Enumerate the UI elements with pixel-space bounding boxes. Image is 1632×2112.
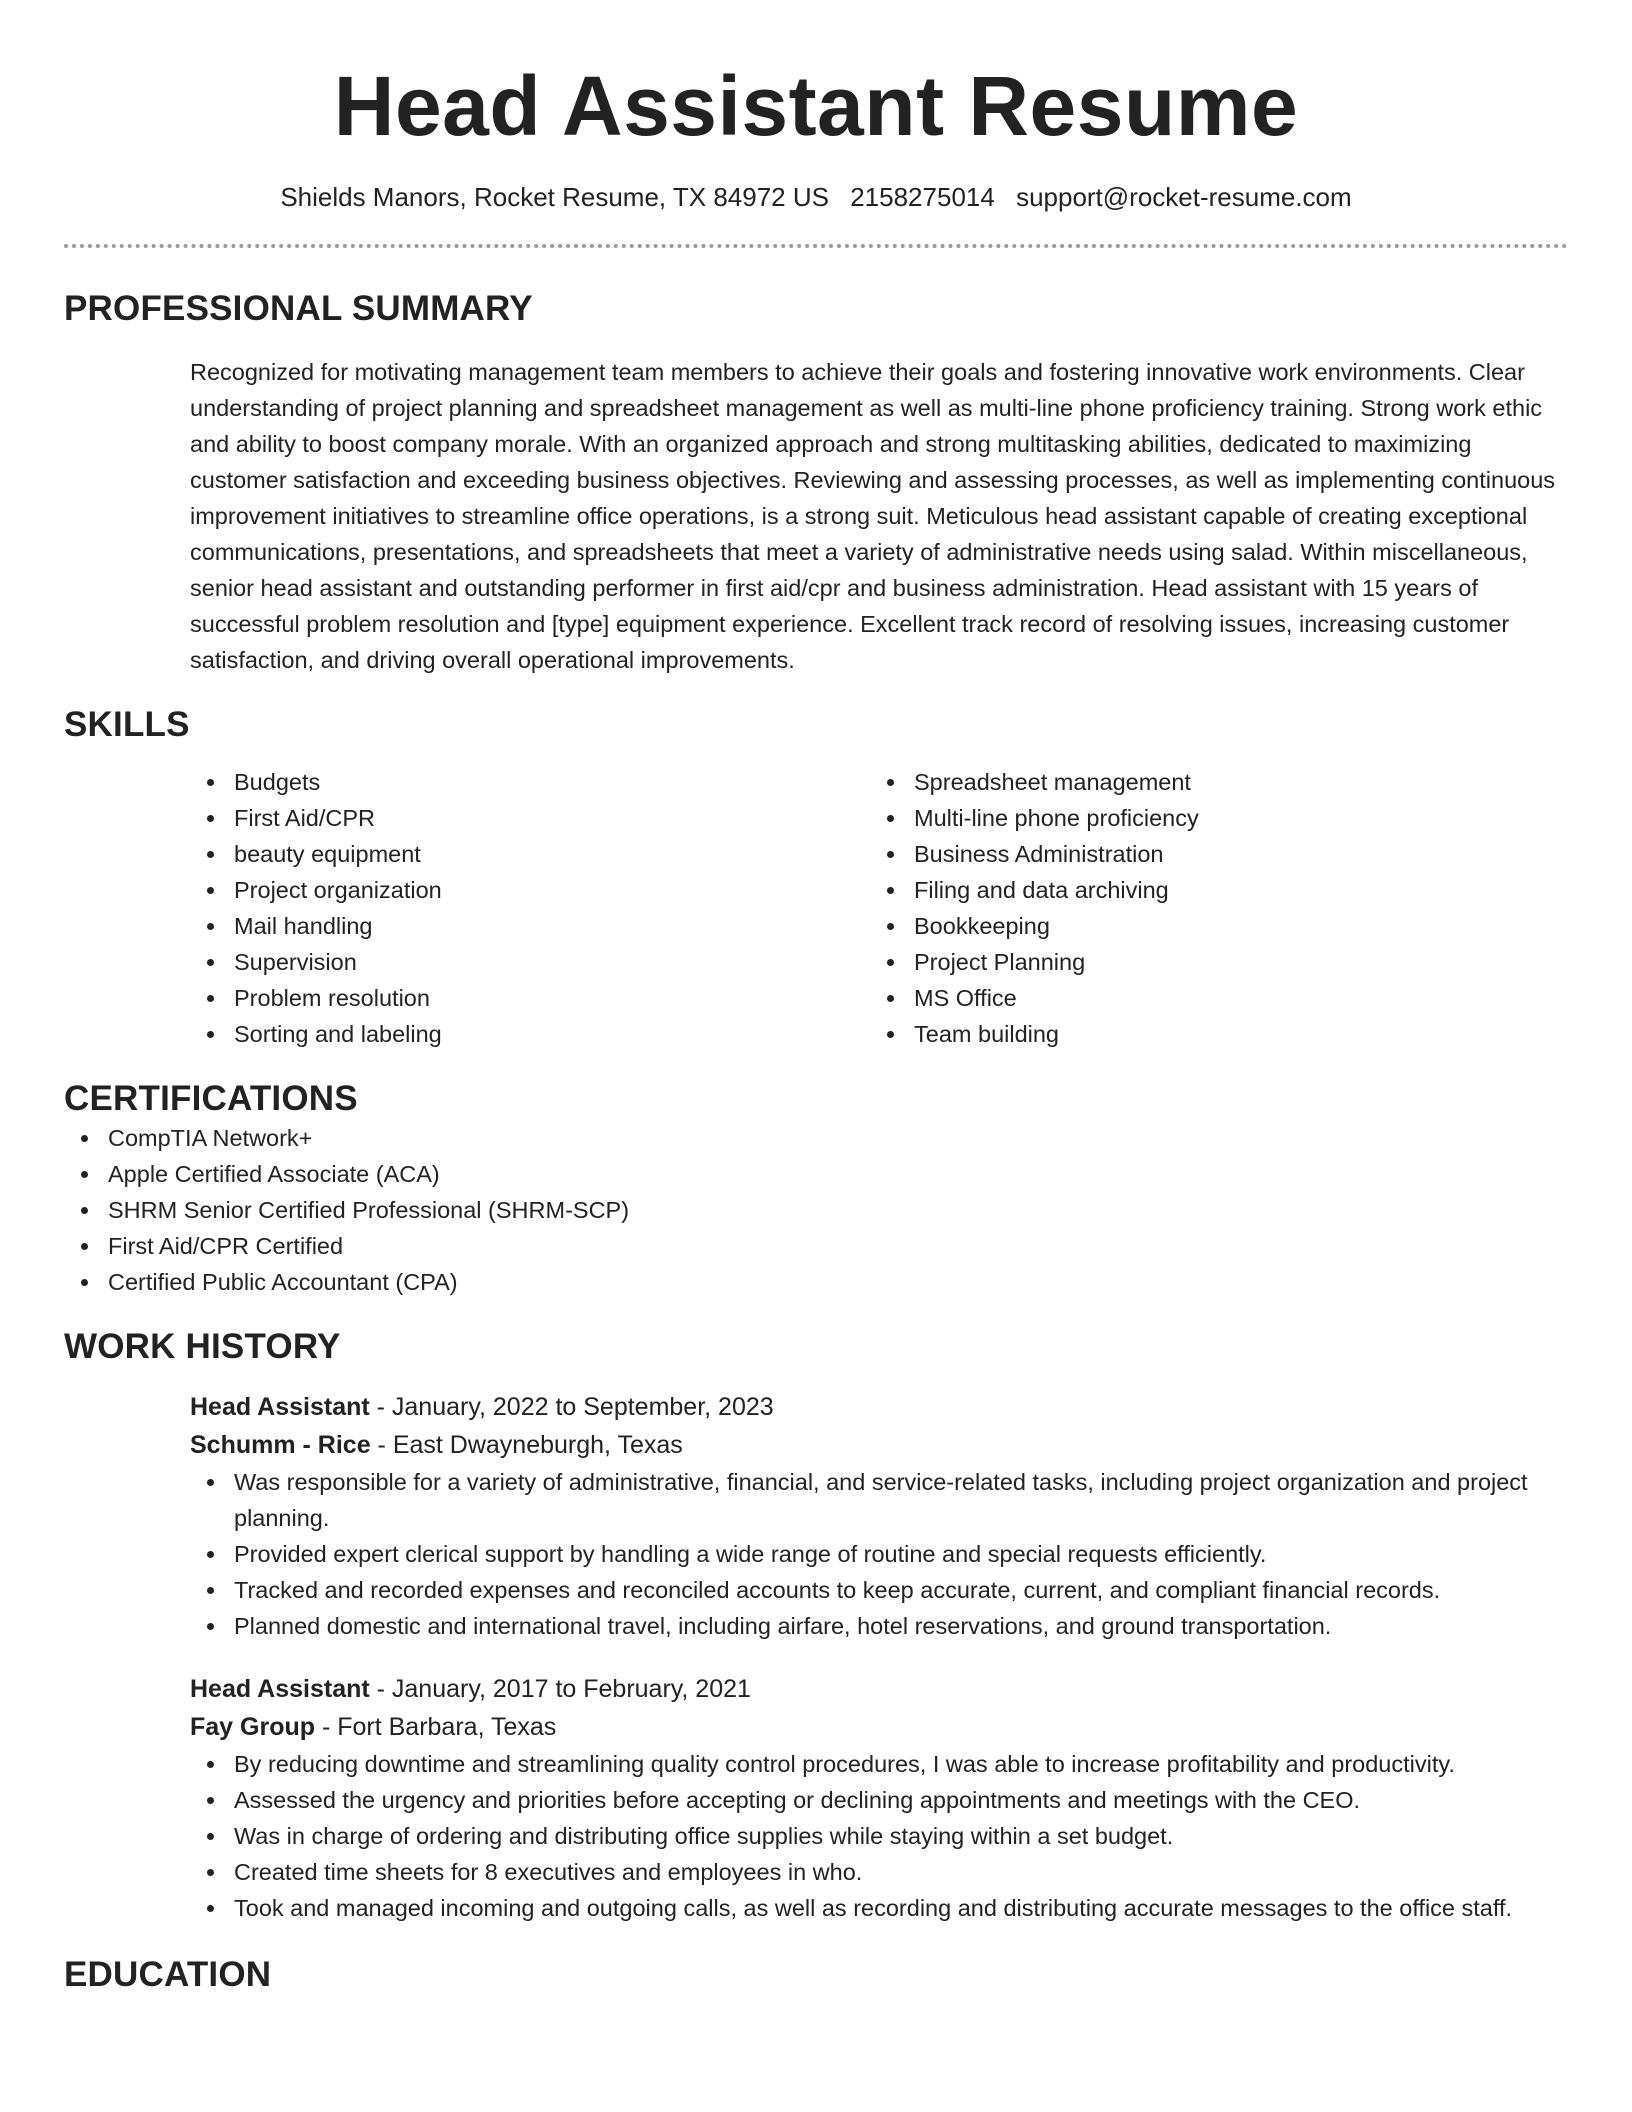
- certifications-heading: CERTIFICATIONS: [64, 1079, 358, 1118]
- skill-item: First Aid/CPR: [190, 800, 870, 836]
- job-duties-list: [64, 1464, 1568, 1644]
- skills-list-right: [870, 764, 1550, 1052]
- header-divider: [64, 244, 1568, 248]
- certification-item: Apple Certified Associate (ACA): [64, 1156, 1568, 1192]
- summary-text: Recognized for motivating management team members to achieve their goals and fostering innovative work environments. Clear understanding of project planning and spreadsheet management as well as multi-line phone proficiency training. Strong work ethic and ability to boost company morale. With an organized approach and strong multitasking abilities, dedicated to maximizing customer satisfaction and exceeding business objectives. Reviewing and assessing processes, as well as implementing continuous improvement initiatives to streamline office operations, is a strong suit. Meticulous head assistant capable of creating exceptional communications, presentations, and spreadsheets that meet a variety of administrative needs using salad. Within miscellaneous, senior head assistant and outstanding performer in first aid/cpr and business administration. Head assistant with 15 years of successful problem resolution and [type] equipment experience. Excellent track record of resolving issues, increasing customer satisfaction, and driving overall operational improvements.: [190, 359, 1556, 673]
- job-duty: Planned domestic and international travel, including airfare, hotel reservations, and ground transportation.: [190, 1608, 1568, 1644]
- job-title: Head Assistant: [190, 1393, 370, 1421]
- skill-item: Project organization: [190, 872, 870, 908]
- skill-item: Supervision: [190, 944, 870, 980]
- job-title-line: [190, 1388, 1568, 1426]
- skill-item: Spreadsheet management: [870, 764, 1550, 800]
- work-history-heading: WORK HISTORY: [64, 1327, 341, 1366]
- skill-item: beauty equipment: [190, 836, 870, 872]
- education-heading: EDUCATION: [64, 1955, 272, 1994]
- skill-item: Problem resolution: [190, 980, 870, 1016]
- job-duty: Took and managed incoming and outgoing calls, as well as recording and distributing accurate messages to the office staff.: [190, 1890, 1568, 1926]
- job-duty: Was responsible for a variety of administrative, financial, and service-related tasks, including project organization and project planning.: [190, 1464, 1568, 1536]
- skill-item: Multi-line phone proficiency: [870, 800, 1550, 836]
- contact-address: Shields Manors, Rocket Resume, TX 84972 US: [280, 182, 829, 212]
- skill-item: Project Planning: [870, 944, 1550, 980]
- skill-item: Sorting and labeling: [190, 1016, 870, 1052]
- job-duty: By reducing downtime and streamlining quality control procedures, I was able to increase profitability and productivity.: [190, 1746, 1568, 1782]
- contact-phone: 2158275014: [850, 182, 995, 212]
- skill-item: Team building: [870, 1016, 1550, 1052]
- certifications-list: [64, 1120, 1568, 1300]
- skill-item: Budgets: [190, 764, 870, 800]
- job-duty: Was in charge of ordering and distributing office supplies while staying within a set budget.: [190, 1818, 1568, 1854]
- job-title: Head Assistant: [190, 1675, 370, 1703]
- summary-heading: PROFESSIONAL SUMMARY: [64, 289, 533, 328]
- certification-item: SHRM Senior Certified Professional (SHRM-SCP): [64, 1192, 1568, 1228]
- job-company-line: [190, 1426, 1568, 1464]
- resume-page: [64, 0, 1568, 1996]
- skills-list-left: [190, 764, 870, 1052]
- skills-grid: [190, 764, 1568, 1052]
- skill-item: Business Administration: [870, 836, 1550, 872]
- job-duties-list: [64, 1746, 1568, 1926]
- job-company: Schumm - Rice: [190, 1431, 371, 1459]
- contact-line: [64, 182, 1568, 212]
- certification-item: CompTIA Network+: [64, 1120, 1568, 1156]
- skills-heading: SKILLS: [64, 705, 190, 744]
- job-company: Fay Group: [190, 1713, 316, 1741]
- contact-email: support@rocket-resume.com: [1016, 182, 1352, 212]
- skill-item: Bookkeeping: [870, 908, 1550, 944]
- job-title-line: [190, 1670, 1568, 1708]
- resume-title: Head Assistant Resume: [333, 59, 1299, 153]
- job-duty: Created time sheets for 8 executives and employees in who.: [190, 1854, 1568, 1890]
- skill-item: Filing and data archiving: [870, 872, 1550, 908]
- job-duty: Assessed the urgency and priorities before accepting or declining appointments and meetings with the CEO.: [190, 1782, 1568, 1818]
- skill-item: MS Office: [870, 980, 1550, 1016]
- certification-item: Certified Public Accountant (CPA): [64, 1264, 1568, 1300]
- job-duty: Tracked and recorded expenses and reconciled accounts to keep accurate, current, and compliant financial records.: [190, 1572, 1568, 1608]
- job-entry: [190, 1670, 1568, 1926]
- job-duty: Provided expert clerical support by handling a wide range of routine and special requests efficiently.: [190, 1536, 1568, 1572]
- skill-item: Mail handling: [190, 908, 870, 944]
- job-dates: - January, 2022 to September, 2023: [369, 1393, 774, 1421]
- job-location: - East Dwayneburgh, Texas: [370, 1431, 683, 1459]
- job-location: - Fort Barbara, Texas: [315, 1713, 557, 1741]
- job-dates: - January, 2017 to February, 2021: [369, 1675, 751, 1703]
- job-entry: [190, 1388, 1568, 1644]
- certification-item: First Aid/CPR Certified: [64, 1228, 1568, 1264]
- job-company-line: [190, 1708, 1568, 1746]
